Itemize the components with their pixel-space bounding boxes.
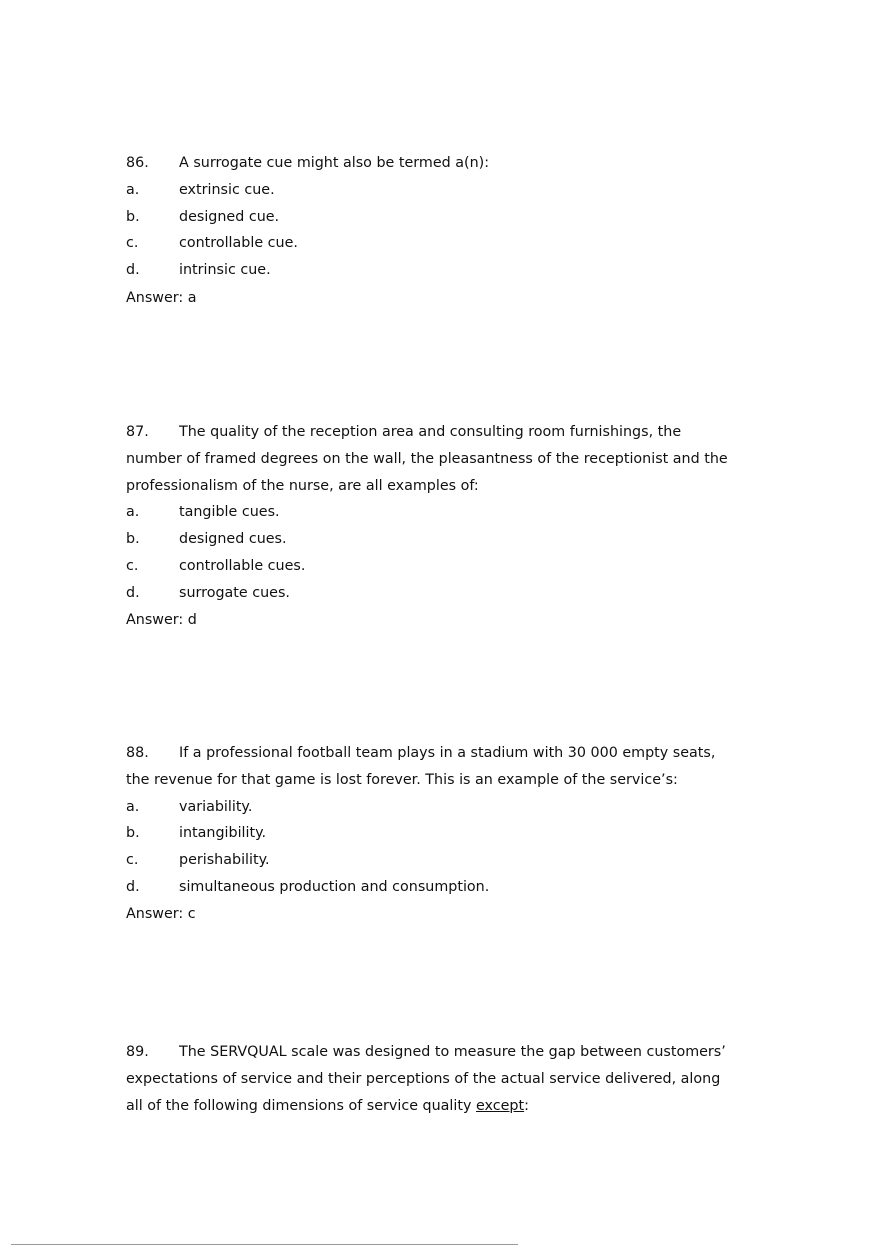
option-text: surrogate cues. <box>179 584 290 601</box>
option-text: designed cue. <box>179 208 280 225</box>
option-letter: a. <box>126 504 140 521</box>
option-text: variability. <box>179 798 253 815</box>
option-text: simultaneous production and consumption. <box>179 878 490 895</box>
option-a <box>126 177 766 204</box>
option-c <box>126 230 766 257</box>
option-text: intangibility. <box>179 825 267 842</box>
option-letter: d. <box>126 878 140 895</box>
option-letter: c. <box>126 557 139 574</box>
question-stem: number of framed degrees on the wall, the pleasantness of the receptionist and the <box>126 450 728 467</box>
answer: Answer: c <box>126 905 196 922</box>
question-stem: The SERVQUAL scale was designed to measure the gap between customers’ <box>179 1044 726 1060</box>
question-88 <box>126 740 766 928</box>
option-letter: c. <box>126 235 139 252</box>
option-letter: d. <box>126 262 140 279</box>
option-a <box>126 794 766 821</box>
option-d <box>126 257 766 284</box>
question-89 <box>126 1039 766 1119</box>
footer-divider <box>11 1244 518 1245</box>
option-d <box>126 874 766 901</box>
question-number: 87. <box>126 424 149 440</box>
option-text: tangible cues. <box>179 504 280 521</box>
option-b <box>126 820 766 847</box>
question-87 <box>126 419 766 633</box>
option-text: extrinsic cue. <box>179 181 275 198</box>
option-b <box>126 526 766 553</box>
question-number: 86. <box>126 155 149 171</box>
option-a <box>126 499 766 526</box>
option-text: controllable cues. <box>179 557 306 574</box>
question-stem: expectations of service and their perceptions of the actual service delivered, along <box>126 1070 721 1087</box>
option-b <box>126 204 766 231</box>
option-letter: a. <box>126 181 140 198</box>
option-letter: b. <box>126 208 140 225</box>
question-stem: professionalism of the nurse, are all examples of: <box>126 477 479 494</box>
question-86 <box>126 150 766 312</box>
option-text: intrinsic cue. <box>179 262 271 279</box>
question-stem: The quality of the reception area and consulting room furnishings, the <box>179 424 682 440</box>
emphasis-except: except <box>476 1097 525 1114</box>
stem-end: : <box>524 1097 529 1114</box>
option-letter: c. <box>126 852 139 869</box>
question-stem: all of the following dimensions of service quality <box>126 1097 476 1114</box>
answer: Answer: a <box>126 289 197 306</box>
option-letter: b. <box>126 825 140 842</box>
option-text: perishability. <box>179 852 270 869</box>
option-c <box>126 553 766 580</box>
question-number: 89. <box>126 1044 149 1060</box>
question-stem: If a professional football team plays in a stadium with 30 000 empty seats, <box>179 745 716 761</box>
question-number: 88. <box>126 745 149 761</box>
question-stem: A surrogate cue might also be termed a(n): <box>179 155 490 171</box>
option-letter: a. <box>126 798 140 815</box>
option-text: controllable cue. <box>179 235 298 252</box>
option-d <box>126 580 766 607</box>
option-letter: d. <box>126 584 140 601</box>
question-stem: the revenue for that game is lost forever. This is an example of the service’s: <box>126 771 678 788</box>
option-text: designed cues. <box>179 531 287 548</box>
option-c <box>126 847 766 874</box>
option-letter: b. <box>126 531 140 548</box>
answer: Answer: d <box>126 611 197 628</box>
